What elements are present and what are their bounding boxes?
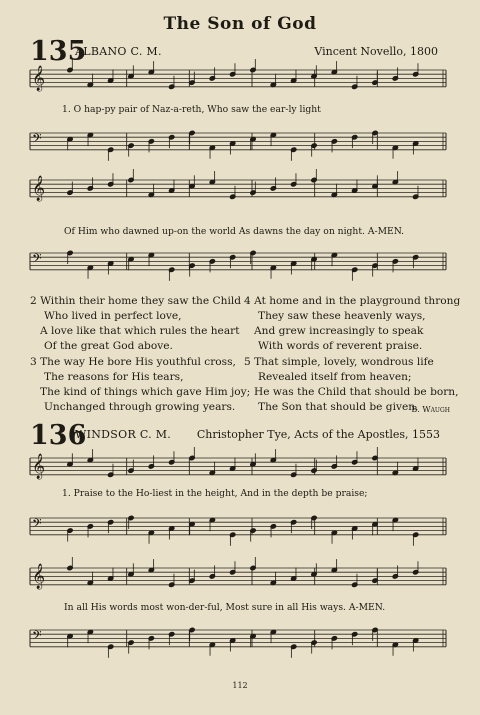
verse-4 (244, 294, 460, 354)
verse-line: Who lived in perfect love, (44, 310, 182, 322)
verse-line: The kind of things which gave Him joy; (40, 386, 251, 398)
verse-line: The Son that should be given. (258, 401, 419, 413)
hymn-number: 136 (30, 420, 87, 451)
lyrics-line: In all His words most won-der-ful, Most sure in all His ways. A-MEN. (64, 602, 386, 613)
hymn-number: 135 (30, 36, 87, 67)
verse-line: 3 The way He bore His youthful cross, (30, 356, 236, 368)
verse-line: Revealed itself from heaven; (258, 371, 412, 383)
verse-line: 2 Within their home they saw the Child (30, 295, 242, 307)
composer: Vincent Novello, 1800 (314, 45, 438, 58)
verse-line: The reasons for His tears, (44, 371, 184, 383)
verse-line: Unchanged through growing years. (44, 401, 236, 413)
tune-name: ALBANO C. M. (75, 45, 162, 58)
bass-clef: 𝄢 (32, 628, 42, 646)
page-number: 112 (232, 681, 248, 690)
treble-clef: 𝄞 (32, 454, 46, 479)
verse-line: 4 At home and in the playground throng (244, 295, 461, 307)
composer: Christopher Tye, Acts of the Apostles, 1553 (196, 428, 440, 441)
treble-clef: 𝄞 (32, 176, 46, 201)
lyrics-line: 1. O hap-py pair of Naz-a-reth, Who saw the ear-ly light (62, 104, 321, 115)
verse-line: 5 That simple, lovely, wondrous life (244, 356, 434, 368)
hymn-author: B. Waugh (411, 405, 450, 414)
treble-clef: 𝄞 (32, 66, 46, 91)
verse-line: And grew increasingly to speak (254, 325, 424, 337)
verse-line: Of the great God above. (44, 340, 173, 352)
page-title: The Son of God (163, 14, 317, 34)
verse-line: With words of reverent praise. (258, 340, 423, 352)
lyrics-line: Of Him who dawned up-on the world As dawns the day on night. A-MEN. (64, 226, 405, 237)
bass-clef: 𝄢 (32, 251, 42, 269)
verse-2 (30, 294, 241, 354)
tune-name: WINDSOR C. M. (75, 428, 172, 441)
verse-3 (30, 355, 250, 415)
verse-line: They saw these heavenly ways, (258, 310, 426, 322)
treble-clef: 𝄞 (32, 564, 46, 589)
verse-line: A love like that which rules the heart (40, 325, 240, 337)
bass-clef: 𝄢 (32, 516, 42, 534)
verse-line: He was the Child that should be born, (254, 386, 459, 398)
bass-clef: 𝄢 (32, 131, 42, 149)
lyrics-line: 1. Praise to the Ho-liest in the height, And in the depth be praise; (62, 488, 368, 499)
